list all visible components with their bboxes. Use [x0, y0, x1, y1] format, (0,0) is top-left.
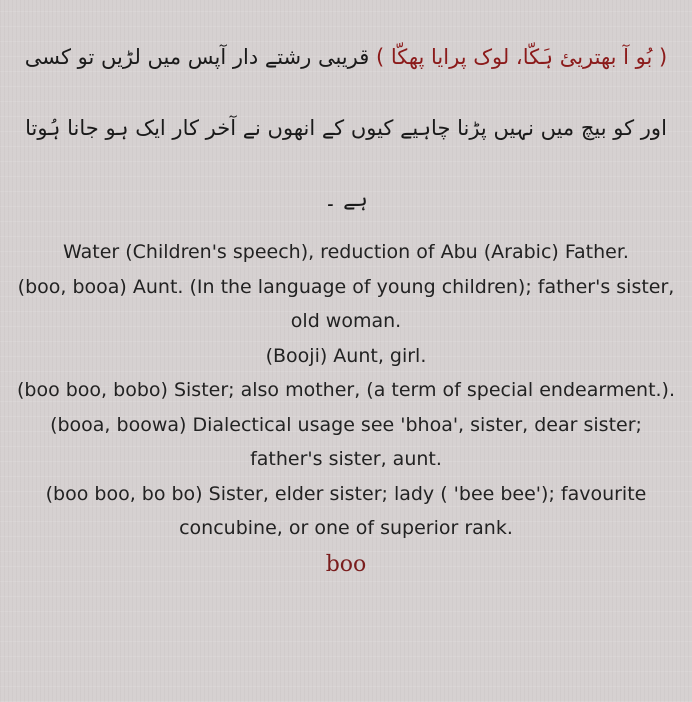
english-definitions [14, 235, 678, 546]
definition-line: (boo boo, bo bo) Sister, elder sister; lady ( 'bee bee'); favourite concubine, or one of superior rank. [45, 482, 647, 539]
urdu-proverb [14, 22, 678, 235]
urdu-proverb-term: ( بُو آ بھتریئ ہَکّا، لوک پرایا پھکّا ) [375, 45, 668, 69]
urdu-proverb-meaning: قریبی رشتے دار آپس میں لڑیں تو کسی اور کو بیچ میں نہیں پڑنا چاہیے کیوں کے انھوں نے آخر کار ایک ہو جانا ہُوتا ہے ۔ [24, 45, 667, 211]
headword: boo [325, 551, 367, 577]
definition-line: (booa, boowa) Dialectical usage see 'bhoa', sister, dear sister; father's sister, aunt. [50, 413, 642, 470]
definition-line: Water (Children's speech), reduction of Abu (Arabic) Father. [63, 241, 629, 263]
definition-line: (boo, booa) Aunt. (In the language of young children); father's sister, old woman. [17, 275, 675, 332]
definition-line: (Booji) Aunt, girl. [265, 344, 427, 367]
definition-line: (boo boo, bobo) Sister; also mother, (a term of special endearment.). [16, 379, 676, 401]
